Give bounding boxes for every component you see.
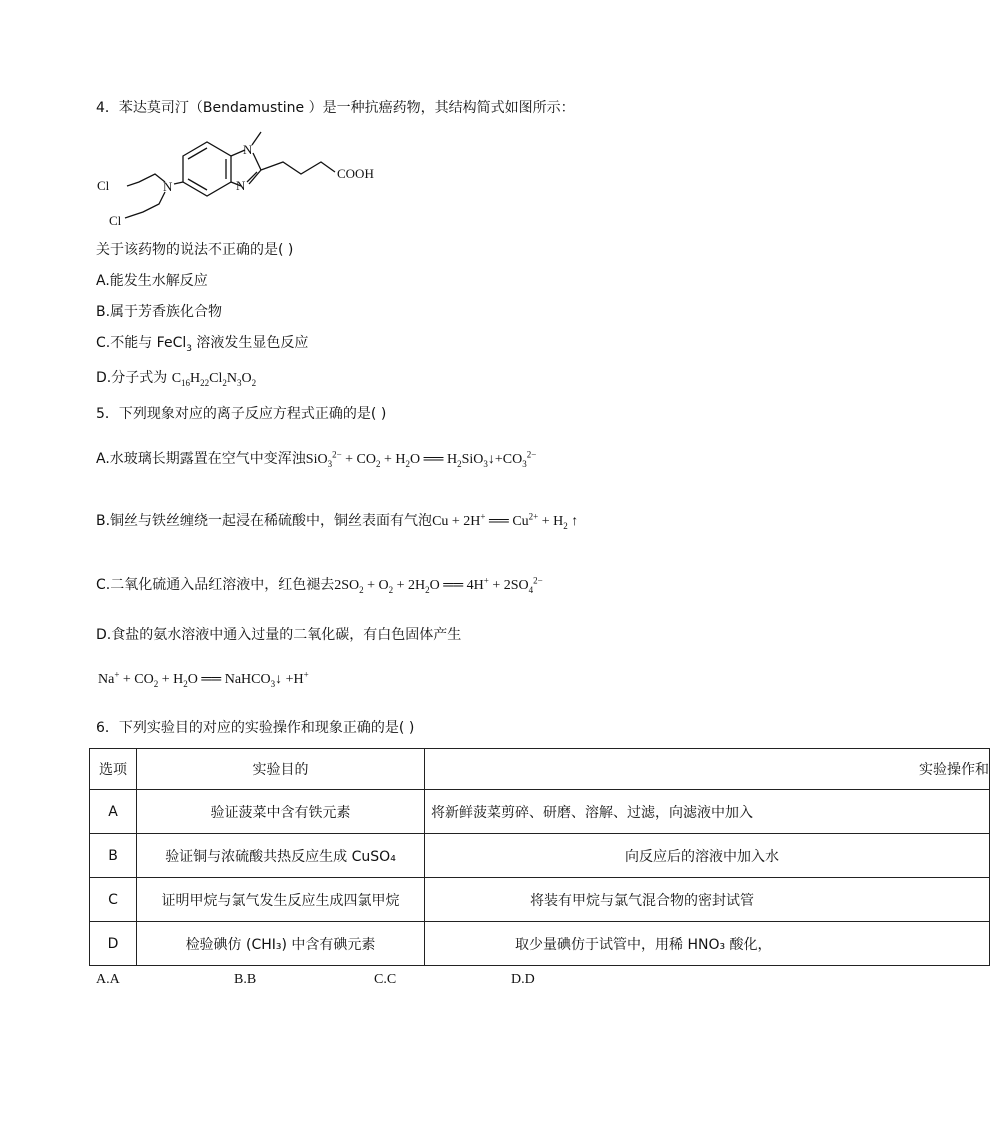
struct-label-cl-bottom: Cl bbox=[109, 213, 122, 228]
q6-answer-a: A.A bbox=[96, 972, 120, 987]
q6-header-operation: 实验操作和 bbox=[425, 749, 990, 790]
q6-header-goal: 实验目的 bbox=[137, 749, 425, 790]
table-row bbox=[90, 922, 990, 966]
q4-option-c-sub: 3 bbox=[186, 343, 192, 354]
struct-label-n-amine: N bbox=[163, 179, 173, 194]
q4-option-c bbox=[96, 333, 308, 353]
table-row bbox=[90, 834, 990, 878]
q5-option-c-equation: $2SO_2 + O_2 + 2H_2O$ ══ $4H^+ + 2SO_4^{2-}$ bbox=[334, 575, 543, 595]
q5-option-a-equation: $SiO_3^{2-} + CO_2 + H_2O$ ══ $H_2SiO_3↓+CO_3^{2-}$ bbox=[305, 449, 537, 469]
q4-option-d bbox=[96, 368, 256, 389]
bendamustine-structure-diagram bbox=[95, 126, 385, 234]
struct-label-cooh: COOH bbox=[337, 166, 374, 181]
q6-row-operation: 向反应后的溶液中加入水 bbox=[425, 834, 990, 878]
q5-option-d-text: D.食盐的氨水溶液中通入过量的二氧化碳，有白色固体产生 bbox=[96, 627, 462, 643]
q5-option-b-equation: Cu + 2H+ ══ $Cu^{2+} + H_2$ ↑ bbox=[432, 511, 579, 531]
q6-answer-d: D.D bbox=[511, 972, 535, 987]
q5-stem: 5．下列现象对应的离子反应方程式正确的是( ) bbox=[96, 406, 387, 422]
q6-row-option: D bbox=[90, 922, 137, 966]
q6-answer-c: C.C bbox=[374, 972, 397, 987]
q6-answer-b: B.B bbox=[234, 972, 257, 987]
q6-answer-options bbox=[96, 970, 535, 990]
struct-label-cl-top: Cl bbox=[97, 178, 110, 193]
struct-label-n-methyl: N bbox=[243, 142, 253, 157]
q5-option-d-equation: $Na^+ + CO_2 + H_2O$ ══ NaHCO$_3$↓ +H+ bbox=[98, 669, 309, 689]
table-row bbox=[90, 878, 990, 922]
q6-row-goal: 验证菠菜中含有铁元素 bbox=[137, 790, 425, 834]
q6-table bbox=[89, 748, 990, 966]
q5-option-a bbox=[96, 449, 536, 470]
q4-question: 关于该药物的说法不正确的是( ) bbox=[96, 242, 294, 258]
q4-option-b: B.属于芳香族化合物 bbox=[96, 304, 223, 320]
q6-row-operation: 将装有甲烷与氯气混合物的密封试管 bbox=[425, 878, 990, 922]
table-row bbox=[90, 790, 990, 834]
q4-option-d-pre: D.分子式为 bbox=[96, 370, 172, 386]
q5-option-b bbox=[96, 511, 578, 532]
q6-stem: 6．下列实验目的对应的实验操作和现象正确的是( ) bbox=[96, 720, 415, 736]
q6-row-operation: 取少量碘仿于试管中，用稀 HNO₃ 酸化， bbox=[425, 922, 990, 966]
q5-option-a-text: A.水玻璃长期露置在空气中变浑浊 bbox=[96, 451, 306, 467]
q6-row-option: C bbox=[90, 878, 137, 922]
benzene-ring bbox=[183, 142, 231, 196]
q4-option-c-post: 溶液发生显色反应 bbox=[191, 335, 309, 351]
q4-option-a: A.能发生水解反应 bbox=[96, 273, 208, 289]
q6-row-goal: 证明甲烷与氯气发生反应生成四氯甲烷 bbox=[137, 878, 425, 922]
q4-stem: 4．苯达莫司汀（Bendamustine ）是一种抗癌药物，其结构简式如图所示： bbox=[96, 100, 575, 116]
q5-option-c-text: C.二氧化硫通入品红溶液中，红色褪去 bbox=[96, 577, 335, 593]
struct-label-n-ring: N bbox=[236, 178, 246, 193]
q5-option-b-text: B.铜丝与铁丝缠绕一起浸在稀硫酸中，铜丝表面有气泡 bbox=[96, 513, 433, 529]
q6-header-option: 选项 bbox=[90, 749, 137, 790]
q6-row-goal: 检验碘仿 (CHI₃) 中含有碘元素 bbox=[137, 922, 425, 966]
q6-row-operation: 将新鲜菠菜剪碎、研磨、溶解、过滤，向滤液中加入 bbox=[425, 790, 990, 834]
q6-row-option: B bbox=[90, 834, 137, 878]
q4-option-d-formula: $C_{16}H_{22}Cl_2N_3O_2$ bbox=[171, 371, 257, 388]
q5-option-c bbox=[96, 575, 543, 596]
q6-row-goal: 验证铜与浓硫酸共热反应生成 CuSO₄ bbox=[137, 834, 425, 878]
q6-row-option: A bbox=[90, 790, 137, 834]
q6-table-header bbox=[90, 749, 990, 790]
q4-option-c-pre: C.不能与 FeCl bbox=[96, 335, 187, 351]
